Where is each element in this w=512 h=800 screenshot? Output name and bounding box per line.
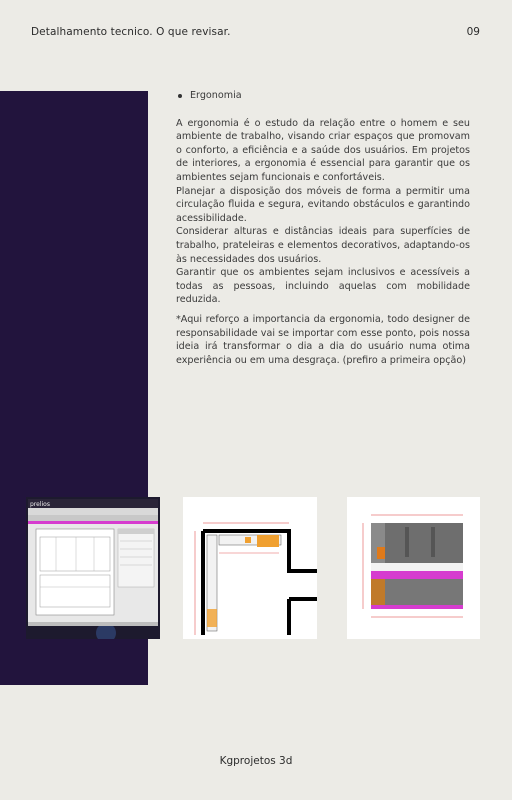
page-number: 09 <box>466 26 480 38</box>
footer-brand: Kgprojetos 3d <box>219 755 293 767</box>
header-title: Detalhamento tecnico. O que revisar. <box>31 26 231 38</box>
floor-plan-image <box>183 497 317 639</box>
colored-plan-image <box>347 497 480 639</box>
paragraph: A ergonomia é o estudo da relação entre o homem e seu ambiente de trabalho, visando criar espaços que promovam o conforto, a eficiência e a saúde dos usuários. Em projetos de interiores, a ergonomia é essencial para garantir que os ambientes sejam funcionais e confortáveis. <box>176 117 470 183</box>
paragraph: Considerar alturas e distâncias ideais para superfícies de trabalho, prateleiras e elementos decorativos, adaptando-os às necessidades dos usuários. <box>176 226 470 265</box>
text-content <box>176 89 470 367</box>
paragraph: Garantir que os ambientes sejam inclusivos e acessíveis a todas as pessoas, incluindo aquelas com mobilidade reduzida. <box>176 267 470 306</box>
bullet-dot-icon <box>178 94 182 98</box>
software-window-title: prelios <box>30 501 50 508</box>
paragraph: Planejar a disposição dos móveis de forma a permitir uma circulação fluida e segura, evitando obstáculos e garantindo acessibilidade. <box>176 185 470 224</box>
software-screenshot-image <box>26 497 160 639</box>
paragraph-note: *Aqui reforço a importancia da ergonomia, todo designer de responsabilidade vai se importar com esse ponto, pois nossa ideia irá transformar o dia a dia do usuário numa otima experiência ou em uma desgraça. (prefiro a primeira opção) <box>176 313 470 366</box>
bullet-item <box>178 89 470 103</box>
bullet-label: Ergonomia <box>190 90 242 101</box>
